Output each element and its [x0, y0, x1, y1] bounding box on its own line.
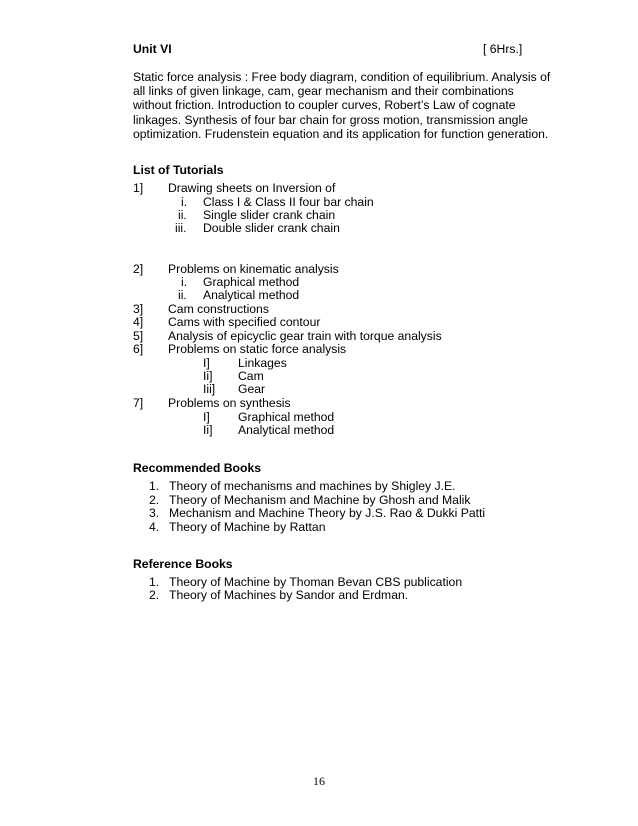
- book-number: 1.: [149, 479, 160, 493]
- tutorial-sub-text: Gear: [238, 382, 266, 396]
- tutorial-sub-number: Iii]: [203, 382, 216, 396]
- unit-line: linkages. Synthesis of four bar chain for gross motion, transmission angle: [133, 112, 528, 127]
- book-title: Mechanism and Machine Theory by J.S. Rao & Dukki Patti: [169, 506, 486, 520]
- tutorials-heading: List of Tutorials: [133, 163, 224, 177]
- tutorial-text: Cam constructions: [168, 302, 269, 316]
- tutorial-text: Cams with specified contour: [168, 315, 321, 329]
- recommended-heading: Recommended Books: [133, 461, 261, 475]
- tutorial-text: Problems on synthesis: [168, 396, 291, 410]
- tutorial-sub-text: Double slider crank chain: [203, 221, 340, 235]
- unit-line: optimization. Frudenstein equation and its application for function generation.: [133, 126, 549, 141]
- unit-description: [133, 70, 553, 141]
- tutorial-text: Analysis of epicyclic gear train with torque analysis: [168, 329, 442, 343]
- tutorial-number: 2]: [133, 262, 144, 276]
- tutorial-number: 7]: [133, 396, 144, 410]
- tutorial-sub-number: Ii]: [203, 423, 213, 437]
- book-title: Theory of Mechanism and Machine by Ghosh and Malik: [169, 493, 471, 507]
- book-number: 4.: [149, 520, 160, 534]
- tutorial-text: Problems on kinematic analysis: [168, 262, 339, 276]
- tutorial-number: 4]: [133, 315, 144, 329]
- book-number: 2.: [149, 588, 160, 602]
- tutorial-sub-number: i.: [181, 275, 188, 289]
- tutorial-sub-text: Class I & Class II four bar chain: [203, 195, 374, 209]
- page-number: 16: [313, 774, 325, 788]
- tutorial-sub-text: Analytical method: [203, 288, 300, 302]
- book-title: Theory of Machines by Sandor and Erdman.: [169, 588, 409, 602]
- book-title: Theory of mechanisms and machines by Shigley J.E.: [169, 479, 456, 493]
- tutorial-sub-number: I]: [203, 410, 210, 424]
- book-title: Theory of Machine by Thoman Bevan CBS publication: [169, 575, 463, 589]
- tutorial-sub-number: Ii]: [203, 369, 213, 383]
- tutorial-text: Drawing sheets on Inversion of: [168, 181, 336, 195]
- tutorial-sub-text: Single slider crank chain: [203, 208, 336, 222]
- tutorial-sub-text: Graphical method: [238, 410, 335, 424]
- reference-heading: Reference Books: [133, 557, 233, 571]
- tutorial-sub-number: ii.: [178, 288, 187, 302]
- tutorial-number: 5]: [133, 329, 144, 343]
- unit-hours: [ 6Hrs.]: [483, 42, 523, 56]
- book-number: 2.: [149, 493, 160, 507]
- tutorial-sub-number: iii.: [175, 221, 187, 235]
- tutorial-number: 1]: [133, 181, 144, 195]
- tutorial-sub-text: Linkages: [238, 356, 287, 370]
- tutorial-sub-number: i.: [181, 195, 188, 209]
- tutorial-sub-number: ii.: [178, 208, 187, 222]
- unit-title: Unit VI: [133, 42, 172, 56]
- unit-line: without friction. Introduction to coupler curves, Robert’s Law of cognate: [133, 98, 516, 113]
- tutorial-number: 6]: [133, 342, 144, 356]
- tutorial-sub-number: I]: [203, 356, 210, 370]
- book-number: 3.: [149, 506, 160, 520]
- unit-line: all links of given linkage, cam, gear mechanism and their combinations: [133, 84, 514, 99]
- book-number: 1.: [149, 575, 160, 589]
- unit-line: Static force analysis : Free body diagram, condition of equilibrium. Analysis of: [133, 70, 551, 84]
- book-title: Theory of Machine by Rattan: [169, 520, 326, 534]
- tutorial-sub-text: Graphical method: [203, 275, 300, 289]
- tutorial-number: 3]: [133, 302, 144, 316]
- tutorial-sub-text: Analytical method: [238, 423, 335, 437]
- tutorial-text: Problems on static force analysis: [168, 342, 347, 356]
- tutorial-sub-text: Cam: [238, 369, 264, 383]
